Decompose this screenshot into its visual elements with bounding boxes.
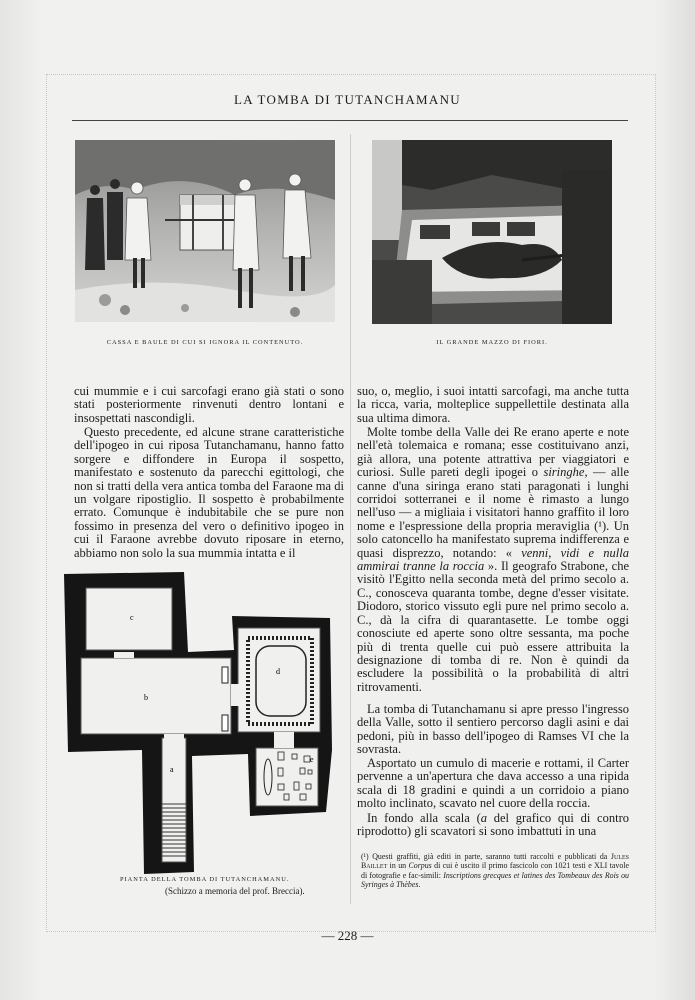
room-b — [81, 658, 231, 734]
photo-chest-and-box — [75, 140, 335, 322]
plan-caption-credit: (Schizzo a memoria del prof. Breccia). — [165, 886, 305, 896]
room-c — [86, 588, 172, 650]
plan-label-d: d — [276, 667, 280, 676]
corridor-a — [162, 738, 186, 862]
right-paragraph-2: Molte tombe della Valle dei Re erano aperte e note nell'età tolemaica e romana; esse costituivano anzi, già allora, una potente attrattiva per viaggiatori e curiosi. Sulle pareti degli ipogei o siringhe, — alle canne d'una siringa erano stati paragonati i lunghi corridoi sotterranei e il nome è rimasto a lungo nell'uso — a migliaia i visitatori hanno graffito il loro nome e l'espressione della propria meraviglia (¹). Un solo catoncello ha manifestato suprema indifferenza e quasi disprezzo, notando: « venni, vidi e nulla ammirai tranne la roccia ». Il geografo Strabone, che visitò l'Egitto nella seconda metà del primo secolo a. C., conosceva quaranta tombe, degne d'esser visitate. Diodoro, storico vissuto egli pure nel primo secolo a. C., dà la cifra di quarantasette. Le tombe oggi conosciute ed aperte sono oltre sessanta, ma poche più di trenta quelle cui può essere attribuita la designazione di tomba di re. Non è quindi da escludere la possibilità o la probabilità di altri ritrovamenti. — [357, 425, 629, 694]
column-divider — [350, 134, 351, 904]
footnote: (¹) Questi graffiti, già editi in parte, saranno tutti raccolti e pubblicati da Jules Baillet in un Corpus di cui è uscito il primo fascicolo con 1021 testi e XLI tavole di fotografie e fac-simili: Inscriptions grecques et latines des Tombeaux des Rois ou Syringes à Thèbes. — [361, 852, 629, 890]
title-rule — [72, 120, 628, 121]
plan-label-e: e — [310, 755, 314, 764]
plan-label-a: a — [170, 765, 174, 774]
right-paragraph-5: In fondo alla scala (a del grafico qui di contro riprodotto) gli scavatori si sono imbattuti in una — [357, 811, 629, 839]
running-title: LA TOMBA DI TUTANCHAMANU — [234, 92, 461, 107]
photo-caption-left: CASSA E BAULE DI CUI SI IGNORA IL CONTENUTO. — [106, 339, 304, 346]
plan-label-b: b — [144, 693, 148, 702]
plan-label-c: c — [130, 613, 134, 622]
right-paragraph-4: Asportato un cumulo di macerie e rottami, il Carter pervenne a un'apertura che dava accesso a una ripida scala di 18 gradini e quindi a un corridoio a piano molto inclinato, scavato nel cuore della roccia. — [357, 756, 629, 811]
left-paragraph-2: Questo precedente, ed alcune strane caratteristiche dell'ipogeo in cui riposa Tutanchamanu, hanno fatto sorgere e diffondere in Europa il sospetto, manifestato e sostenuto da parecchi egittologi, che non si tratti della vera antica tomba del Faraone ma di un volgare ripostiglio. Il sospetto è probabilmente errato. Comunque è indubitabile che se pure non fossimo in presenza del vero o definitivo ipogeo in cui il Faraone avrebbe dovuto riposare in eterno, abbiamo non solo la sua mummia intatta e il — [74, 425, 344, 560]
tomb-plan — [64, 572, 340, 874]
right-paragraph-1: suo, o, meglio, i suoi intatti sarcofagi, ma anche tutta la ricca, varia, molteplice suppellettile destinata alla sua ultima dimora. — [357, 384, 629, 425]
photo-flower-bouquet — [372, 140, 612, 324]
plan-caption-title: PIANTA DELLA TOMBA DI TUTANCHAMANU. — [120, 876, 290, 883]
page-number: — 228 — — [321, 928, 374, 943]
photo-caption-right: IL GRANDE MAZZO DI FIORI. — [436, 339, 548, 346]
left-paragraph-1: cui mummie e i cui sarcofagi erano già stati o sono stati posteriormente rinvenuti dentro lontani e insospettati nascondigli. — [74, 384, 344, 425]
right-paragraph-3: La tomba di Tutanchamanu si apre presso l'ingresso della Valle, sotto il sentiero percorso dagli asini e dai pedoni, più in basso dell'ipogeo di Ramses VI che la sovrasta. — [357, 702, 629, 757]
